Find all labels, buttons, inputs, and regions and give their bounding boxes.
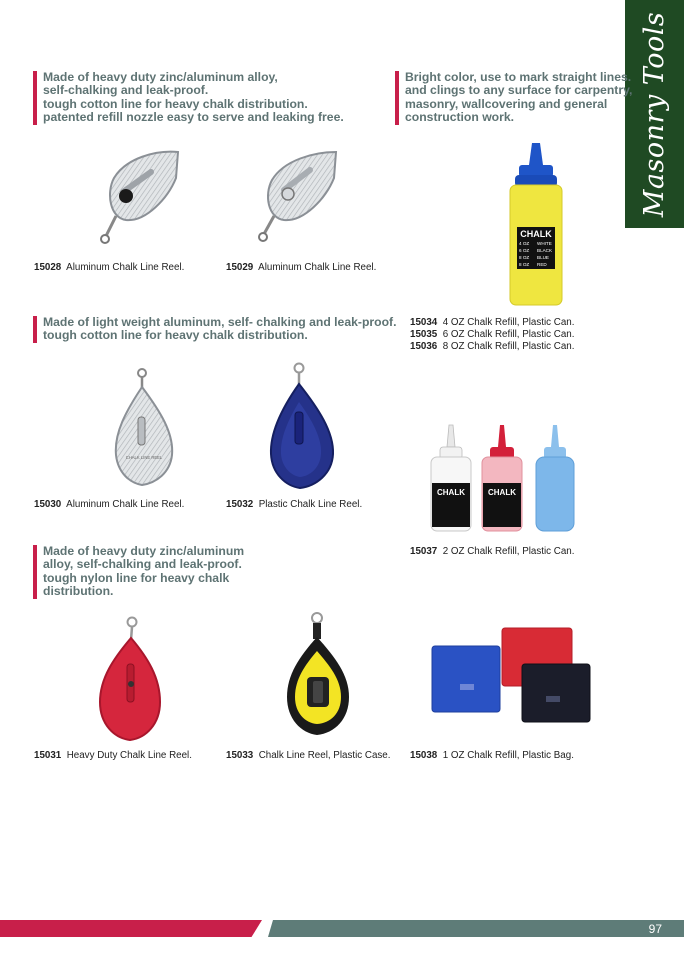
product-code: 15034 (410, 317, 438, 328)
caption-15034-group (410, 317, 574, 353)
product-name: 1 OZ Chalk Refill, Plastic Bag. (442, 750, 574, 761)
caption-15038 (410, 750, 574, 762)
product-image-15030 (112, 367, 176, 489)
caption-15028 (34, 262, 184, 274)
chalk-row: 4 OZ (519, 241, 530, 246)
product-code: 15036 (410, 341, 438, 352)
product-image-15028 (96, 148, 186, 248)
product-code: 15037 (410, 546, 438, 557)
desc-line: patented refill nozzle easy to serve and leaking free. (43, 110, 344, 125)
product-image-15038 (430, 626, 592, 726)
caption-15037 (410, 546, 574, 558)
caption-15036 (410, 341, 574, 353)
product-code: 15032 (226, 499, 254, 510)
side-tab-title: Masonry Tools (639, 11, 670, 217)
product-image-15031 (96, 616, 164, 744)
section3-description (33, 316, 396, 343)
caption-15030 (34, 499, 184, 511)
caption-15033 (226, 750, 390, 762)
desc-line: Made of heavy duty zinc/aluminum alloy, (43, 70, 278, 84)
product-name: 8 OZ Chalk Refill, Plastic Can. (442, 341, 575, 352)
product-code: 15030 (34, 499, 62, 510)
product-code: 15028 (34, 262, 62, 273)
product-code: 15038 (410, 750, 438, 761)
chalk-small-label: CHALK (437, 488, 465, 497)
product-name: 6 OZ Chalk Refill, Plastic Can. (442, 329, 575, 340)
chalk-row: BLUE (537, 255, 550, 260)
desc-line: Made of light weight aluminum, self- chalking and leak-proof. (43, 315, 397, 329)
product-code: 15033 (226, 750, 254, 761)
chalk-big-label: CHALK (520, 229, 552, 239)
product-name: Aluminum Chalk Line Reel. (258, 262, 377, 273)
desc-line: and clings to any surface for carpentry, (405, 83, 633, 98)
caption-15034 (410, 317, 574, 329)
product-code: 15031 (34, 750, 62, 761)
desc-line: Bright color, use to mark straight lines. (405, 70, 632, 84)
desc-line: distribution. (43, 584, 114, 599)
chalk-small-label: CHALK (488, 488, 516, 497)
product-name: 2 OZ Chalk Refill, Plastic Can. (442, 546, 575, 557)
section2-description (395, 71, 632, 125)
product-code: 15035 (410, 329, 438, 340)
desc-line: masonry, wallcovering and general (405, 96, 608, 111)
caption-15029 (226, 262, 376, 274)
product-name: Heavy Duty Chalk Line Reel. (66, 750, 192, 761)
section4-description (33, 545, 244, 599)
desc-line: alloy, self-chalking and leak-proof. (43, 557, 242, 572)
product-image-15029 (252, 150, 342, 246)
product-image-15032 (266, 362, 338, 492)
product-image-15037 (426, 425, 576, 535)
page-number: 97 (648, 922, 662, 936)
footer-red-bar (0, 920, 262, 937)
desc-line: self-chalking and leak-proof. (43, 83, 209, 98)
product-image-15034 (505, 143, 567, 308)
side-tab (625, 0, 684, 228)
product-name: Aluminum Chalk Line Reel. (66, 262, 185, 273)
desc-line: tough nylon line for heavy chalk (43, 570, 230, 585)
section1-description (33, 71, 344, 125)
desc-line: Made of heavy duty zinc/aluminum (43, 544, 245, 558)
chalk-row: WHITE (537, 241, 552, 246)
product-name: Plastic Chalk Line Reel. (258, 499, 363, 510)
caption-15035 (410, 329, 574, 341)
product-image-15033 (283, 611, 353, 739)
desc-line: tough cotton line for heavy chalk distribution. (43, 328, 308, 343)
chalk-row: 8 OZ (519, 255, 530, 260)
chalk-row: RED (537, 262, 547, 267)
product-name: Aluminum Chalk Line Reel. (66, 499, 185, 510)
desc-line: construction work. (405, 110, 515, 125)
caption-15032 (226, 499, 362, 511)
chalk-row: 8 OZ (519, 262, 530, 267)
caption-15031 (34, 750, 192, 762)
product-name: 4 OZ Chalk Refill, Plastic Can. (442, 317, 575, 328)
desc-line: tough cotton line for heavy chalk distribution. (43, 96, 308, 111)
product-code: 15029 (226, 262, 254, 273)
chalk-row: BLACK (537, 248, 553, 253)
chalk-row: 6 OZ (519, 248, 530, 253)
reel-label: CHALK LINE REEL (125, 455, 163, 460)
product-name: Chalk Line Reel, Plastic Case. (258, 750, 391, 761)
